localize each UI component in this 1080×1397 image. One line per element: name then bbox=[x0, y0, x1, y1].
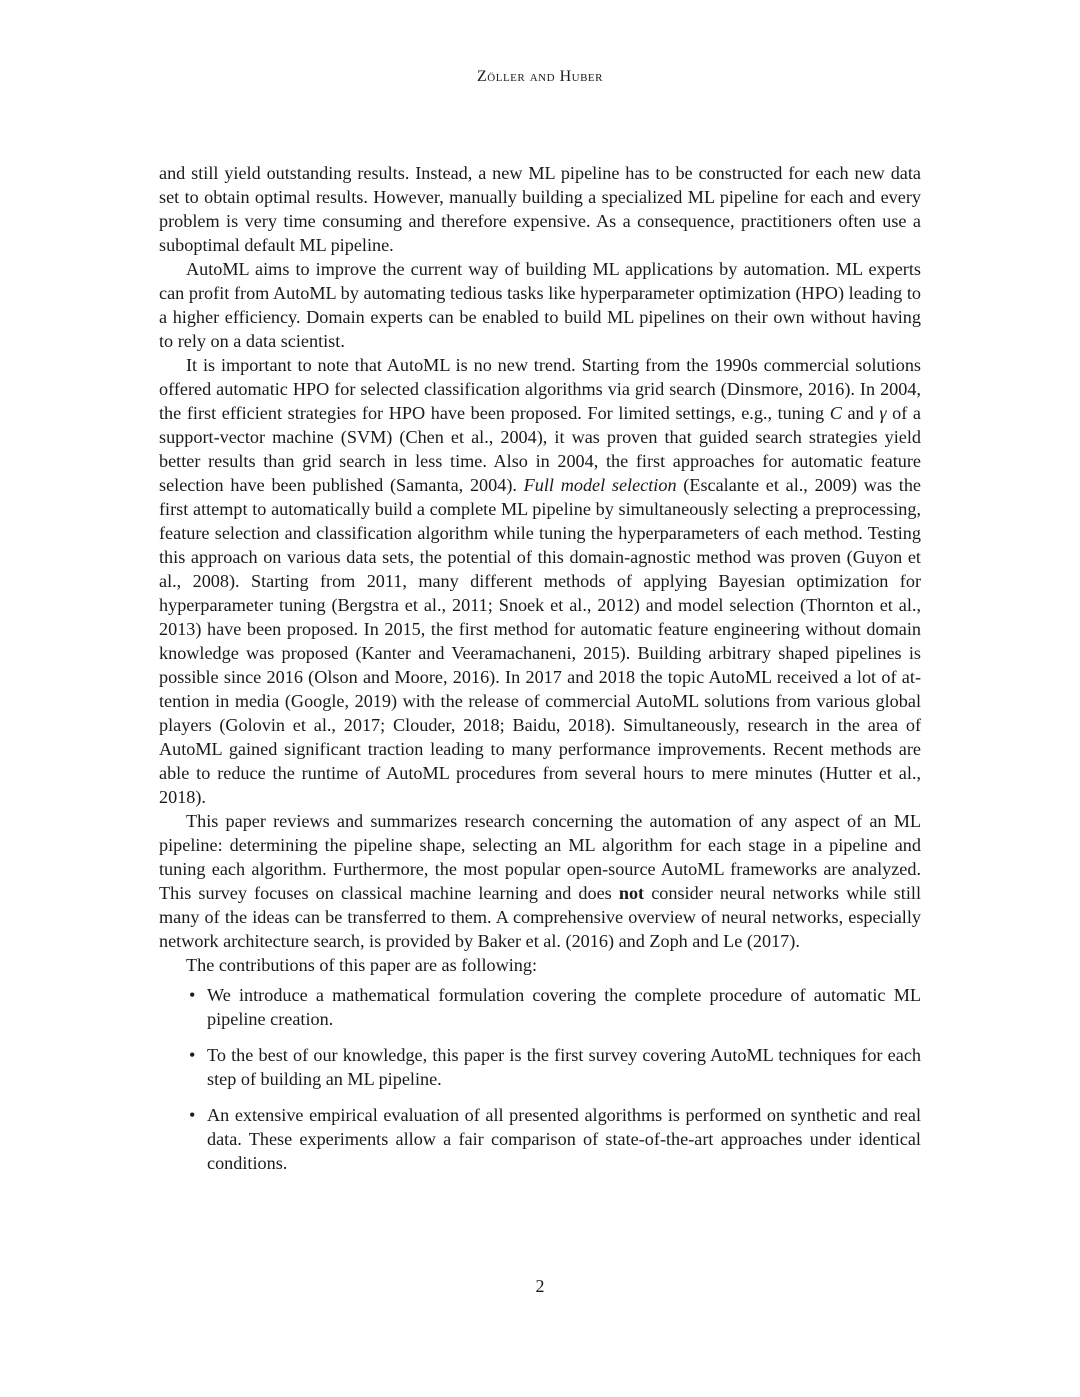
bullet-icon: • bbox=[189, 1105, 196, 1125]
contribution-item bbox=[159, 1043, 921, 1091]
contribution-text: To the best of our knowledge, this paper is the first survey covering AutoML techniques for each step of building an ML pipeline. bbox=[207, 1045, 921, 1089]
paragraph-4-text-b: consider neural networks while still many of the ideas can be transferred to them. A comprehensive overview of neural networks, especially network architecture search, is provided by Baker et al. (2016) and Zoph and Le (2017). bbox=[159, 883, 922, 951]
paragraph-3-text-b: of a support-vector machine (SVM) (Chen et al., 2004), it was proven that guided search strategies yield better results than grid search in less time. Also in 2004, the first approaches for automatic feature selection have been published (Samanta, 2004). bbox=[159, 403, 921, 495]
paragraph-3-text-a: It is important to note that AutoML is no new trend. Starting from the 1990s commercial solutions offered automatic HPO for selected classification algorithms via grid search (Dinsmore, 2016). In 2004, the first efficient strategies for HPO have been proposed. For limited settings, e.g., tuning bbox=[159, 355, 921, 423]
bold-not: not bbox=[618, 883, 645, 903]
math-variable-gamma: γ bbox=[879, 403, 887, 423]
bullet-icon: • bbox=[189, 985, 196, 1005]
page-number: 2 bbox=[535, 1276, 545, 1296]
paragraph-3-text-c: (Escalante et al., 2009) was the first attempt to automatically build a complete ML pipeline by simultaneously selecting a preprocessing, feature selection and classification algorithm while tuning the hyperparameters of each method. Testing this approach on various data sets, the potential of this domain-agnostic method was proven (Guyon et al., 2008). Starting from 2011, many different methods of applying Bayesian optimization for hyperparameter tuning (Bergstra et al., 2011; Snoek et al., 2012) and model selection (Thornton et al., 2013) have been proposed. In 2015, the first method for automatic feature engineering without domain knowledge was proposed (Kanter and Veeramachaneni, 2015). Building arbitrary shaped pipelines is possible since 2016 (Olson and Moore, 2016). In 2017 and 2018 the topic AutoML received a lot of attention in media (Google, 2019) with the release of commercial AutoML solutions from various global players (Golovin et al., 2017; Clouder, 2018; Baidu, 2018). Simultaneously, research in the area of AutoML gained significant traction leading to many performance improvements. Recent methods are able to reduce the runtime of AutoML procedures from several hours to mere minutes (Hutter et al., 2018). bbox=[159, 475, 921, 807]
contributions-list bbox=[159, 983, 921, 1175]
paragraph-4-text-a: This paper reviews and summarizes research concerning the automation of any aspect of an ML pipeline: determining the pipeline shape, selecting an ML algorithm for each stage in a pipeline and tuning each algorithm. Furthermore, the most popular open-source AutoML frameworks are analyzed. This survey focuses on classical machine learning and does bbox=[159, 811, 921, 903]
contribution-text: An extensive empirical evaluation of all presented algorithms is performed on synthetic and real data. These experiments allow a fair comparison of state-of-the-art approaches under identical conditions. bbox=[207, 1105, 921, 1173]
paragraph-4 bbox=[159, 809, 921, 953]
paragraph-3-conjunction: and bbox=[841, 403, 880, 423]
bullet-icon: • bbox=[189, 1045, 196, 1065]
paragraph-3 bbox=[159, 353, 921, 809]
contribution-item bbox=[159, 983, 921, 1031]
contribution-text: We introduce a mathematical formulation covering the complete procedure of automatic ML pipeline creation. bbox=[207, 985, 921, 1029]
body-text bbox=[159, 161, 921, 1187]
paragraph-1: and still yield outstanding results. Instead, a new ML pipeline has to be constructed for each new data set to obtain optimal results. However, manually building a specialized ML pipeline for each and every problem is very time consuming and therefore expensive. As a consequence, practitioners often use a suboptimal default ML pipeline. bbox=[159, 163, 921, 255]
emphasis-full-model-selection: Full model selection bbox=[523, 475, 677, 495]
running-head: Zöller and Huber bbox=[477, 68, 603, 85]
paragraph-2: AutoML aims to improve the current way of building ML applications by automation. ML experts can profit from AutoML by automating tedious tasks like hyperparameter optimization (HPO) leading to a higher efficiency. Domain experts can be enabled to build ML pipelines on their own without having to rely on a data scientist. bbox=[159, 259, 921, 351]
math-variable-c: C bbox=[829, 403, 842, 423]
contribution-item bbox=[159, 1103, 921, 1175]
paragraph-5: The contributions of this paper are as following: bbox=[186, 955, 538, 975]
